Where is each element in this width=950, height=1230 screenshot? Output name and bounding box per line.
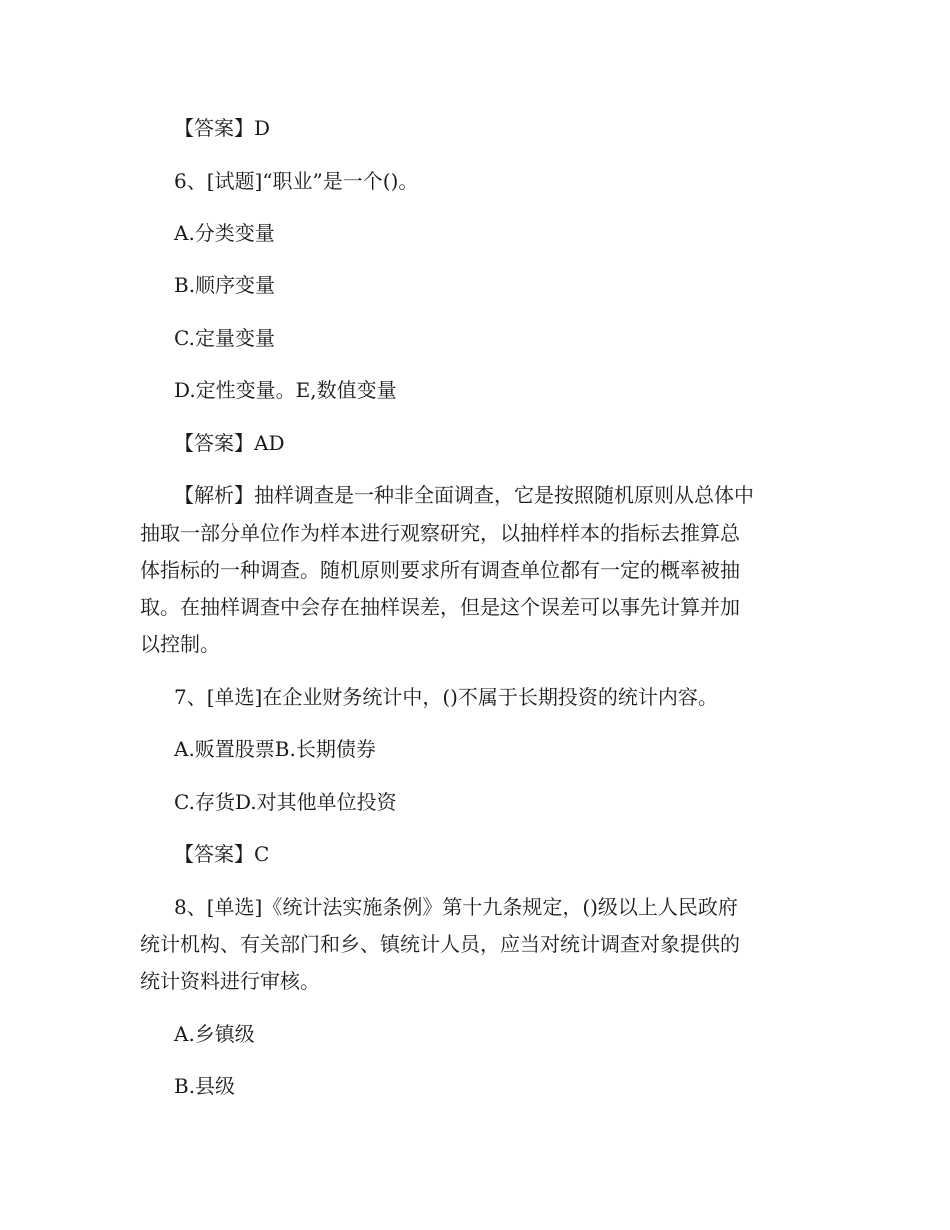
question-6-option-c: C.定量变量	[174, 326, 275, 350]
question-6-option-a: A.分类变量	[174, 221, 275, 245]
question-6-option-b: B.顺序变量	[174, 273, 276, 297]
question-8-option-b: B.县级	[174, 1074, 236, 1098]
analysis-6-line-1: 【解析】抽样调查是一种非全面调查，它是按照随机原则从总体中	[174, 483, 754, 507]
question-8-stem-line-1: 8、[单选]《统计法实施条例》第十九条规定，()级以上人民政府	[174, 895, 738, 919]
analysis-6-line-3: 体指标的一种调查。随机原则要求所有调查单位都有一定的概率被抽	[140, 558, 740, 582]
question-8-stem-line-3: 统计资料进行审核。	[140, 969, 320, 993]
answer-6: 【答案】AD	[174, 431, 285, 455]
answer-7: 【答案】C	[174, 842, 270, 866]
analysis-6-line-2: 抽取一部分单位作为样本进行观察研究，以抽样样本的指标去推算总	[140, 521, 740, 545]
question-6-option-d-e: D.定性变量。E,数值变量	[174, 378, 397, 402]
question-6-stem: 6、[试题]“职业”是一个()。	[174, 169, 419, 193]
question-8-stem-line-2: 统计机构、有关部门和乡、镇统计人员，应当对统计调查对象提供的	[140, 932, 740, 956]
answer-5: 【答案】D	[174, 116, 271, 140]
question-7-options-cd: C.存货D.对其他单位投资	[174, 790, 397, 814]
question-8-option-a: A.乡镇级	[174, 1022, 255, 1046]
question-7-options-ab: A.贩置股票B.长期债券	[174, 737, 376, 761]
analysis-6-line-4: 取。在抽样调查中会存在抽样误差，但是这个误差可以事先计算并加	[140, 595, 740, 619]
analysis-6-line-5: 以控制。	[140, 632, 220, 656]
question-7-stem: 7、[单选]在企业财务统计中，()不属于长期投资的统计内容。	[174, 685, 718, 709]
